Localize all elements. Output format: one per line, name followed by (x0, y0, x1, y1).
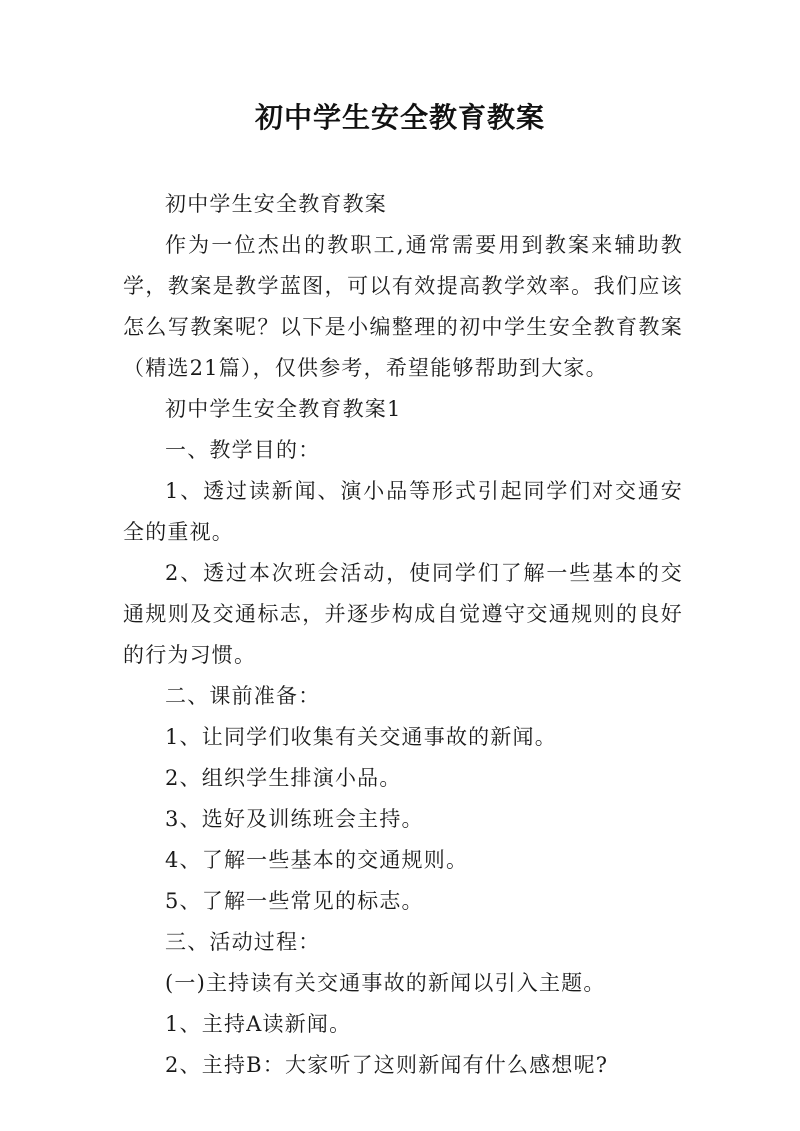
prep-item-3: 3、选好及训练班会主持。 (165, 807, 424, 831)
paragraph-intro: 作为一位杰出的教职工,通常需要用到教案来辅助教学，教案是教学蓝图，可以有效提高教学效率。我们应该怎么写教案呢？以下是小编整理的初中学生安全教育教案（精选21篇），仅供参考，希望能够帮助到大家。 (123, 233, 683, 380)
activity-step-1: (一)主持读有关交通事故的新闻以引入主题。 (165, 971, 606, 995)
prep-item-5: 5、了解一些常见的标志。 (165, 889, 424, 913)
section-heading-activity-process: 三、活动过程： (165, 930, 321, 954)
goal-item-1: 1、透过读新闻、演小品等形式引起同学们对交通安全的重视。 (123, 479, 683, 544)
activity-substep-1: 1、主持A读新闻。 (165, 1012, 352, 1036)
goal-item-2: 2、透过本次班会活动，使同学们了解一些基本的交通规则及交通标志，并逐步构成自觉遵守交通规则的良好的行为习惯。 (123, 561, 683, 667)
section-heading-preparation: 二、课前准备： (165, 684, 321, 708)
activity-substep-2: 2、主持B：大家听了这则新闻有什么感想呢? (165, 1053, 609, 1077)
document-title: 初中学生安全教育教案 (254, 101, 545, 134)
prep-item-1: 1、让同学们收集有关交通事故的新闻。 (165, 725, 557, 749)
paragraph-subtitle: 初中学生安全教育教案 (165, 192, 387, 216)
section-heading-teaching-goals: 一、教学目的： (165, 438, 321, 462)
prep-item-4: 4、了解一些基本的交通规则。 (165, 848, 469, 872)
document-body (123, 184, 683, 1086)
section-heading-lesson-1: 初中学生安全教育教案1 (165, 397, 402, 421)
prep-item-2: 2、组织学生排演小品。 (165, 766, 402, 790)
